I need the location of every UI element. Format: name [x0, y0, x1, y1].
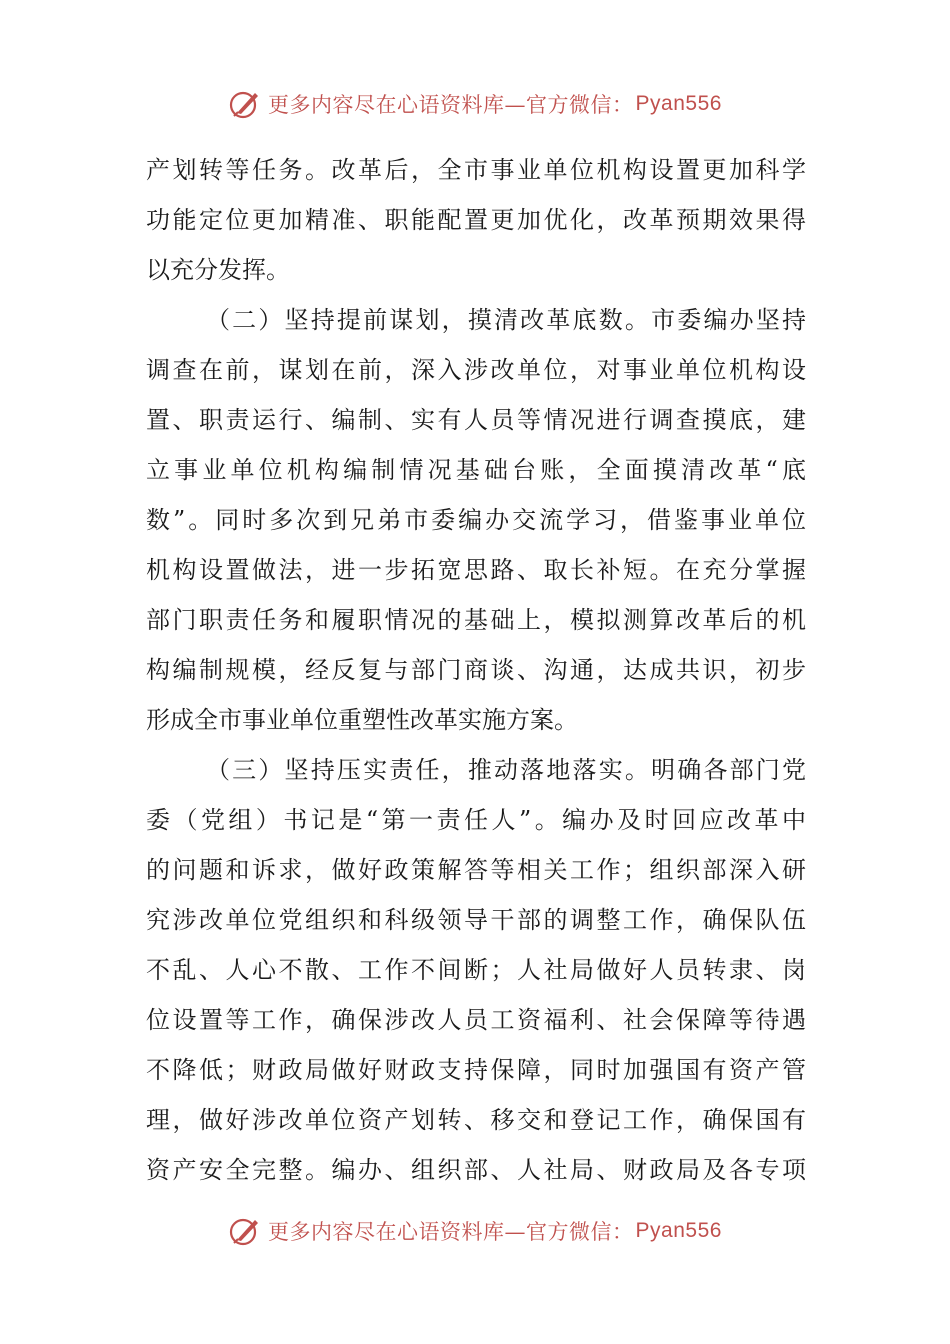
text-line: 置、职责运行、编制、实有人员等情况进行调查摸底，建: [146, 406, 806, 434]
text-line: 的问题和诉求，做好政策解答等相关工作；组织部深入研: [146, 856, 806, 884]
watermark-text: 更多内容尽在心语资料库—官方微信：: [268, 93, 634, 117]
document-body: [146, 150, 806, 1200]
watermark-wechat-id: Pyan556: [635, 92, 722, 115]
text-line: 机构设置做法，进一步拓宽思路、取长补短。在充分掌握: [146, 556, 806, 584]
text-line: 立事业单位机构编制情况基础台账，全面摸清改革“底: [146, 456, 806, 484]
text-line: 形成全市事业单位重塑性改革实施方案。: [146, 706, 578, 734]
text-line: 究涉改单位党组织和科级领导干部的调整工作，确保队伍: [146, 906, 806, 934]
text-line: 不降低；财政局做好财政支持保障，同时加强国有资产管: [146, 1056, 806, 1084]
footer-watermark: [0, 1211, 950, 1251]
text-line: 资产安全完整。编办、组织部、人社局、财政局及各专项: [146, 1156, 806, 1184]
text-line: 位设置等工作，确保涉改人员工资福利、社会保障等待遇: [146, 1006, 806, 1034]
paragraph-2: [146, 300, 806, 750]
text-line: （二）坚持提前谋划，摸清改革底数。市委编办坚持: [206, 306, 806, 334]
text-line: 产划转等任务。改革后，全市事业单位机构设置更加科学: [146, 156, 806, 184]
text-line: （三）坚持压实责任，推动落地落实。明确各部门党: [206, 756, 806, 784]
text-line: 以充分发挥。: [146, 256, 290, 284]
text-line: 功能定位更加精准、职能配置更加优化，改革预期效果得: [146, 206, 806, 234]
watermark-wechat-id: Pyan556: [635, 1219, 722, 1242]
quill-pen-logo-icon: [228, 87, 262, 121]
text-line: 构编制规模，经反复与部门商谈、沟通，达成共识，初步: [146, 656, 806, 684]
quill-pen-logo-icon: [228, 1214, 262, 1248]
text-line: 委（党组）书记是“第一责任人”。编办及时回应改革中: [146, 806, 806, 834]
paragraph-3: [146, 750, 806, 1200]
header-watermark: [0, 84, 950, 124]
text-line: 不乱、人心不散、工作不间断；人社局做好人员转隶、岗: [146, 956, 806, 984]
text-line: 理，做好涉改单位资产划转、移交和登记工作，确保国有: [146, 1106, 806, 1134]
text-line: 部门职责任务和履职情况的基础上，模拟测算改革后的机: [146, 606, 806, 634]
watermark-text: 更多内容尽在心语资料库—官方微信：: [268, 1220, 634, 1244]
paragraph-1: [146, 150, 806, 300]
text-line: 数”。同时多次到兄弟市委编办交流学习，借鉴事业单位: [146, 506, 806, 534]
text-line: 调查在前，谋划在前，深入涉改单位，对事业单位机构设: [146, 356, 806, 384]
